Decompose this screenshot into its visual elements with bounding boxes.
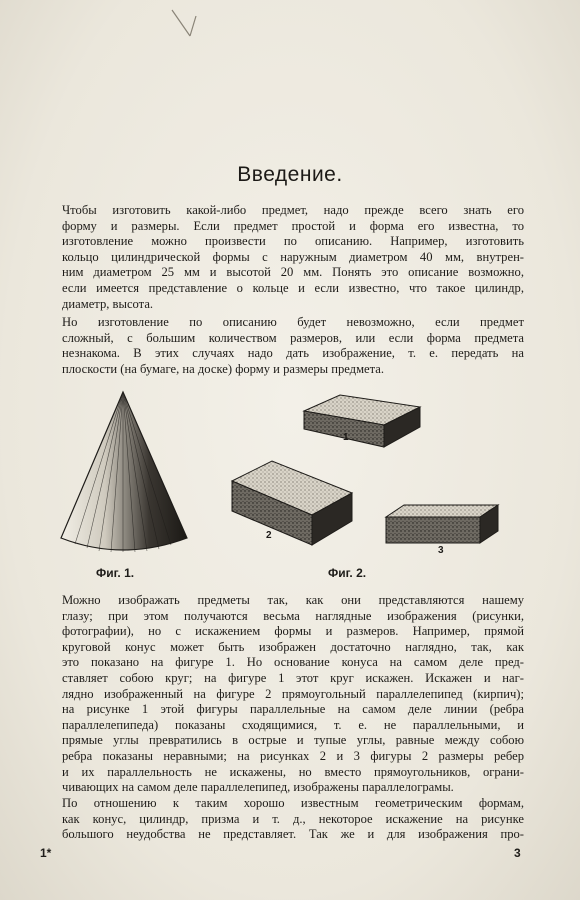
cone-illustration [55, 390, 195, 560]
page-number: 3 [514, 846, 521, 860]
text-line: как конус, цилиндр, призма и т. д., некоторое искажение на рисунке [62, 811, 524, 826]
signature-mark: 1* [40, 846, 52, 860]
intro-paragraph [62, 203, 524, 312]
text-line: лядно изображенный на фигуре 2 прямоугольный параллелепипед (кирпич); [62, 686, 524, 701]
text-line: на рисунке 1 этой фигуры параллельные на самом деле линии (ребра [62, 702, 524, 717]
text-line: Но изготовление по описанию будет невозможно, если предмет [62, 315, 524, 329]
text-line: диаметр, высота. [62, 296, 154, 311]
text-line: глазу; при этом получаются весьма наглядные изображения (рисунки, [62, 608, 524, 623]
pencil-mark [168, 6, 208, 46]
text-line: По отношению к таким хорошо известным геометрическим формам, [62, 796, 524, 810]
text-line: фотографии), но с искажением формы и размеров. Например, прямой [62, 624, 524, 639]
text-line: плоскости (на бумаге, на доске) форму и размеры предмета. [62, 361, 385, 376]
brick-label-1: 1 [343, 432, 349, 443]
brick-2 [232, 461, 352, 545]
text-line: чивающих на самом деле параллелепипед, изображены параллелограмы. [62, 780, 454, 795]
brick-3 [386, 505, 498, 543]
brick-label-2: 2 [266, 530, 272, 541]
text-line: ребра показаны неравными; на рисунках 2 и 3 фигуры 2 размеры ребер [62, 748, 524, 763]
text-line: и их параллельность не искажены, но вместо прямоугольников, ограни- [62, 764, 524, 779]
text-line: незнакома. В этих случаях надо дать изображение, т. е. передать на [62, 346, 524, 361]
text-line: Можно изображать предметы так, как они представляются нашему [62, 593, 524, 607]
text-line: форму и размеры. Если предмет простой и форма его известна, то [62, 218, 524, 233]
text-line: сложный, с большим количеством размеров, или если форма предмета [62, 330, 524, 345]
second-paragraph [62, 315, 524, 377]
body-paragraph-1 [62, 593, 524, 796]
text-line: Чтобы изготовить какой-либо предмет, надо прежде всего знать его [62, 203, 524, 217]
figure-1-caption: Фиг. 1. [96, 566, 135, 580]
text-line: кольцо цилиндрической формы с наружным диаметром 40 мм, внутрен- [62, 249, 524, 264]
text-line: ним диаметром 25 мм и высотой 20 мм. Понять это описание возможно, [62, 265, 524, 280]
figure-2-caption: Фиг. 2. [328, 566, 367, 580]
body-paragraph-2 [62, 796, 524, 843]
text-line: параллелепипеда) показаны сходящимися, т. е. не параллельными, и [62, 717, 524, 732]
text-line: ставляет собою круг; на фигуре 1 этот круг искажен. Искажен и наг- [62, 670, 524, 685]
text-line: прямые углы превратились в острые и тупые углы, равные между собою [62, 733, 524, 748]
text-line: это показано на фигуре 1. Но основание конуса на самом деле пред- [62, 655, 524, 670]
text-line: круговой конус может быть изображен достаточно наглядно, так, как [62, 639, 524, 654]
brick-1 [304, 395, 420, 447]
text-line: если имеется представление о кольце и если известно, что такое цилиндр, [62, 280, 524, 295]
brick-label-3: 3 [438, 545, 444, 556]
text-line: изготовление можно произвести по описанию. Например, изготовить [62, 234, 524, 249]
page-title: Введение. [237, 163, 343, 186]
text-line: большого неудобства не представляет. Так же и для изображения про- [62, 827, 524, 842]
